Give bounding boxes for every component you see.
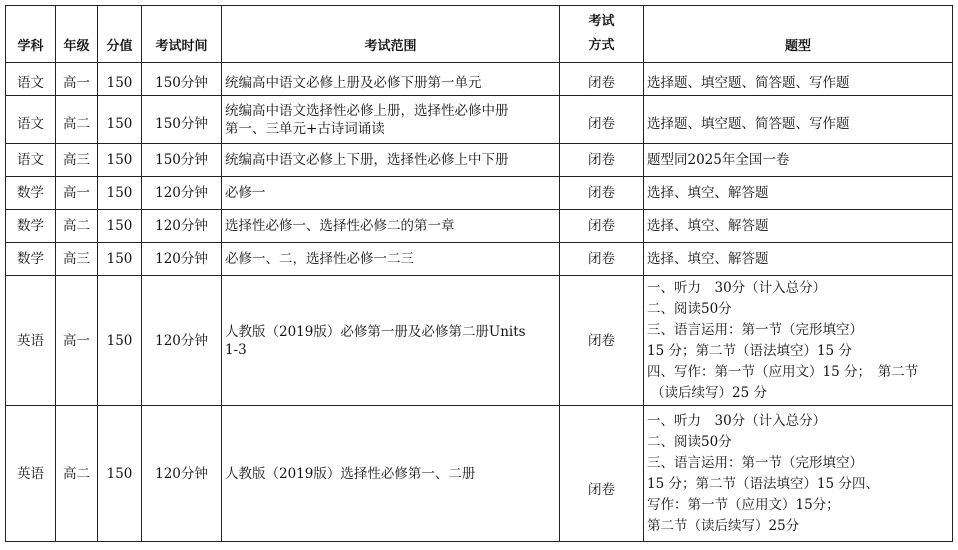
exam-schedule-table	[5, 5, 953, 542]
cell-grade: 高一	[56, 63, 98, 96]
table-row	[6, 63, 953, 96]
type-line: 四、写作：第一节（应用文）15 分； 第二节	[647, 363, 919, 380]
cell-type	[644, 63, 953, 96]
cell-method: 闭卷	[560, 177, 644, 210]
header-method	[560, 6, 644, 63]
cell-time: 120分钟	[142, 276, 222, 406]
header-type: 题型	[644, 6, 953, 63]
type-line: 一、听力 30分（计入总分）	[647, 412, 827, 429]
cell-time: 150分钟	[142, 144, 222, 177]
header-method-line2: 方式	[588, 38, 615, 53]
table-row	[6, 144, 953, 177]
header-method-line1: 考试	[588, 14, 615, 29]
cell-subject: 语文	[6, 144, 56, 177]
type-line: 15 分；第二节（语法填空）15 分四、	[647, 475, 879, 492]
table-row	[6, 276, 953, 406]
type-line: 三、语言运用：第一节（完形填空）	[647, 321, 863, 338]
cell-subject: 语文	[6, 96, 56, 144]
cell-scope	[222, 243, 560, 276]
cell-type	[644, 177, 953, 210]
cell-scope	[222, 276, 560, 406]
cell-time: 150分钟	[142, 63, 222, 96]
cell-scope	[222, 177, 560, 210]
cell-grade: 高三	[56, 243, 98, 276]
cell-score: 150	[98, 276, 142, 406]
cell-method: 闭卷	[560, 406, 644, 542]
type-line: 题型同2025年全国一卷	[647, 152, 790, 168]
scope-line: 统编高中语文必修上下册，选择性必修上中下册	[225, 152, 509, 168]
type-line: 选择、填空、解答题	[647, 218, 769, 234]
type-line: 选择、填空、解答题	[647, 185, 769, 201]
header-subject: 学科	[6, 6, 56, 63]
cell-type	[644, 96, 953, 144]
cell-subject: 语文	[6, 63, 56, 96]
scope-line: 第一、三单元+古诗词诵读	[225, 120, 385, 137]
cell-score: 150	[98, 96, 142, 144]
type-line: 一、听力 30分（计入总分）	[647, 279, 827, 296]
type-line: 写作：第一节（应用文）15分；	[647, 496, 840, 513]
scope-line: 必修一	[225, 185, 266, 201]
cell-grade: 高二	[56, 210, 98, 243]
table-row	[6, 96, 953, 144]
table-row	[6, 406, 953, 542]
cell-type	[644, 276, 953, 406]
cell-grade: 高二	[56, 406, 98, 542]
cell-method: 闭卷	[560, 276, 644, 406]
cell-method: 闭卷	[560, 243, 644, 276]
scope-line: 人教版（2019版）必修第一册及必修第二册Units	[225, 323, 526, 340]
cell-time: 120分钟	[142, 210, 222, 243]
cell-type	[644, 210, 953, 243]
header-score: 分值	[98, 6, 142, 63]
cell-score: 150	[98, 243, 142, 276]
cell-method: 闭卷	[560, 210, 644, 243]
cell-score: 150	[98, 63, 142, 96]
scope-line: 必修一、二，选择性必修一二三	[225, 251, 414, 267]
cell-grade: 高一	[56, 276, 98, 406]
cell-method: 闭卷	[560, 63, 644, 96]
cell-scope	[222, 210, 560, 243]
cell-method: 闭卷	[560, 96, 644, 144]
type-line: 三、语言运用：第一节（完形填空）	[647, 454, 863, 471]
type-line: 选择题、填空题、简答题、写作题	[647, 115, 850, 132]
header-grade: 年级	[56, 6, 98, 63]
cell-score: 150	[98, 210, 142, 243]
cell-time: 120分钟	[142, 177, 222, 210]
cell-scope	[222, 63, 560, 96]
cell-grade: 高二	[56, 96, 98, 144]
table-row	[6, 243, 953, 276]
scope-line: 1-3	[225, 341, 247, 358]
cell-scope	[222, 406, 560, 542]
cell-type	[644, 406, 953, 542]
cell-time: 120分钟	[142, 406, 222, 542]
header-row	[6, 6, 953, 63]
cell-subject: 数学	[6, 177, 56, 210]
type-line: （读后续写）25 分	[651, 384, 767, 401]
scope-line: 统编高中语文选择性必修上册，选择性必修中册	[225, 102, 509, 119]
cell-subject: 英语	[6, 406, 56, 542]
cell-type	[644, 243, 953, 276]
type-line: 二、阅读50分	[647, 433, 732, 450]
table-row	[6, 210, 953, 243]
cell-time: 150分钟	[142, 96, 222, 144]
cell-subject: 数学	[6, 243, 56, 276]
scope-line: 人教版（2019版）选择性必修第一、二册	[225, 465, 476, 482]
cell-subject: 英语	[6, 276, 56, 406]
scope-line: 统编高中语文必修上册及必修下册第一单元	[225, 75, 482, 91]
header-time: 考试时间	[142, 6, 222, 63]
cell-score: 150	[98, 144, 142, 177]
cell-subject: 数学	[6, 210, 56, 243]
cell-score: 150	[98, 406, 142, 542]
header-scope: 考试范围	[222, 6, 560, 63]
type-line: 第二节（读后续写）25分	[647, 517, 800, 534]
cell-score: 150	[98, 177, 142, 210]
cell-time: 120分钟	[142, 243, 222, 276]
type-line: 选择题、填空题、简答题、写作题	[647, 75, 850, 91]
type-line: 选择、填空、解答题	[647, 251, 769, 267]
cell-scope	[222, 96, 560, 144]
cell-grade: 高三	[56, 144, 98, 177]
cell-method: 闭卷	[560, 144, 644, 177]
type-line: 二、阅读50分	[647, 300, 732, 317]
cell-type	[644, 144, 953, 177]
cell-grade: 高一	[56, 177, 98, 210]
table-row	[6, 177, 953, 210]
scope-line: 选择性必修一、选择性必修二的第一章	[225, 218, 455, 234]
cell-scope	[222, 144, 560, 177]
type-line: 15 分；第二节（语法填空）15 分	[647, 342, 852, 359]
